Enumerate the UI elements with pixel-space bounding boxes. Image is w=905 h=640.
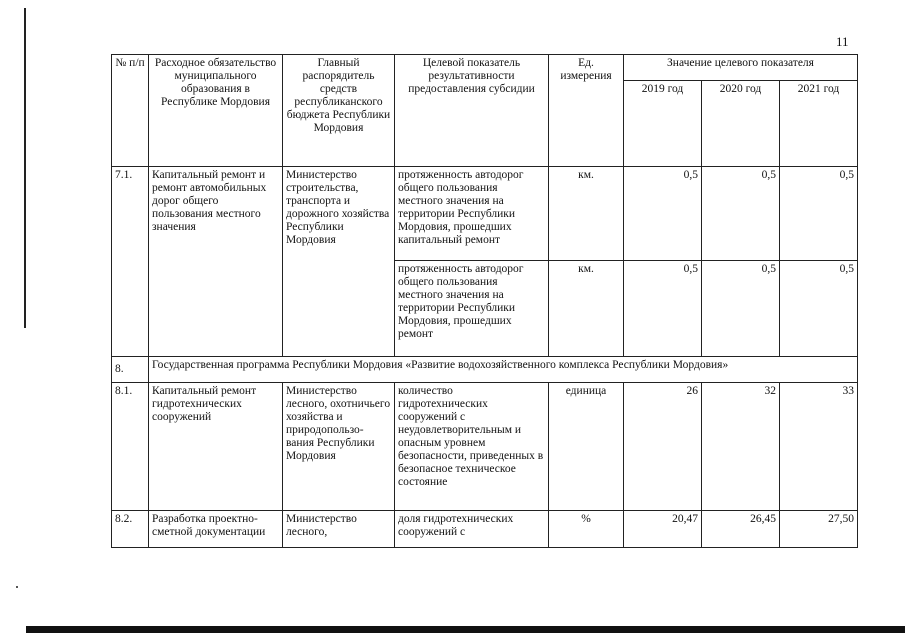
row-value-2019: 26 <box>624 383 702 511</box>
row-indicator: протяженность автодорог общего пользования местного значения на территории Республики Мордовия, прошедших ремонт <box>395 261 549 357</box>
row-num: 7.1. <box>112 167 149 357</box>
section-num: 8. <box>112 357 149 383</box>
row-indicator: протяженность автодорог общего пользования местного значения на территории Республики Мордовия, прошедших капитальный ремонт <box>395 167 549 261</box>
header-expense: Расходное обязательство муниципального образования в Республике Мордовия <box>149 55 283 167</box>
section-title: Государственная программа Республики Мордовия «Развитие водохозяйственного комплекса Республики Мордовия» <box>149 357 858 383</box>
row-indicator: доля гидротехнических сооружений с <box>395 511 549 548</box>
scan-mark <box>16 586 18 588</box>
row-value-2019: 20,47 <box>624 511 702 548</box>
header-year-2021: 2021 год <box>780 81 858 167</box>
table-row <box>112 383 858 511</box>
row-value-2019: 0,5 <box>624 167 702 261</box>
left-margin-line <box>24 8 26 328</box>
header-indicator: Целевой показатель результативности предоставления субсидии <box>395 55 549 167</box>
row-value-2021: 0,5 <box>780 261 858 357</box>
row-unit: единица <box>549 383 624 511</box>
row-num: 8.2. <box>112 511 149 548</box>
row-expense: Капитальный ремонт и ремонт автомобильных дорог общего пользования местного значения <box>149 167 283 357</box>
header-year-2020: 2020 год <box>702 81 780 167</box>
row-value-2021: 33 <box>780 383 858 511</box>
header-target-value: Значение целевого показателя <box>624 55 858 81</box>
header-unit: Ед. измерения <box>549 55 624 167</box>
row-manager: Министерство лесного, охотничьего хозяйства и природопользо-вания Республики Мордовия <box>283 383 395 511</box>
row-unit: км. <box>549 261 624 357</box>
row-value-2020: 0,5 <box>702 167 780 261</box>
row-value-2021: 27,50 <box>780 511 858 548</box>
subsidy-indicators-table <box>111 54 858 548</box>
row-value-2020: 32 <box>702 383 780 511</box>
page-number: 11 <box>836 34 849 49</box>
row-expense: Разработка проектно-сметной документации <box>149 511 283 548</box>
table-row-section <box>112 357 858 383</box>
row-indicator: количество гидротехнических сооружений с неудовлетворительным и опасным уровнем безопасности, приведенных в безопасное техническое состояние <box>395 383 549 511</box>
row-unit: % <box>549 511 624 548</box>
row-value-2019: 0,5 <box>624 261 702 357</box>
header-manager: Главный распорядитель средств республиканского бюджета Республики Мордовия <box>283 55 395 167</box>
row-value-2020: 26,45 <box>702 511 780 548</box>
row-value-2021: 0,5 <box>780 167 858 261</box>
table-row <box>112 511 858 548</box>
table-row <box>112 167 858 261</box>
row-value-2020: 0,5 <box>702 261 780 357</box>
row-unit: км. <box>549 167 624 261</box>
row-manager: Министерство лесного, <box>283 511 395 548</box>
row-expense: Капитальный ремонт гидротехнических сооружений <box>149 383 283 511</box>
bottom-scan-bar <box>26 626 905 633</box>
header-year-2019: 2019 год <box>624 81 702 167</box>
row-num: 8.1. <box>112 383 149 511</box>
header-num: № п/п <box>112 55 149 167</box>
row-manager: Министерство строительства, транспорта и дорожного хозяйства Республики Мордовия <box>283 167 395 357</box>
